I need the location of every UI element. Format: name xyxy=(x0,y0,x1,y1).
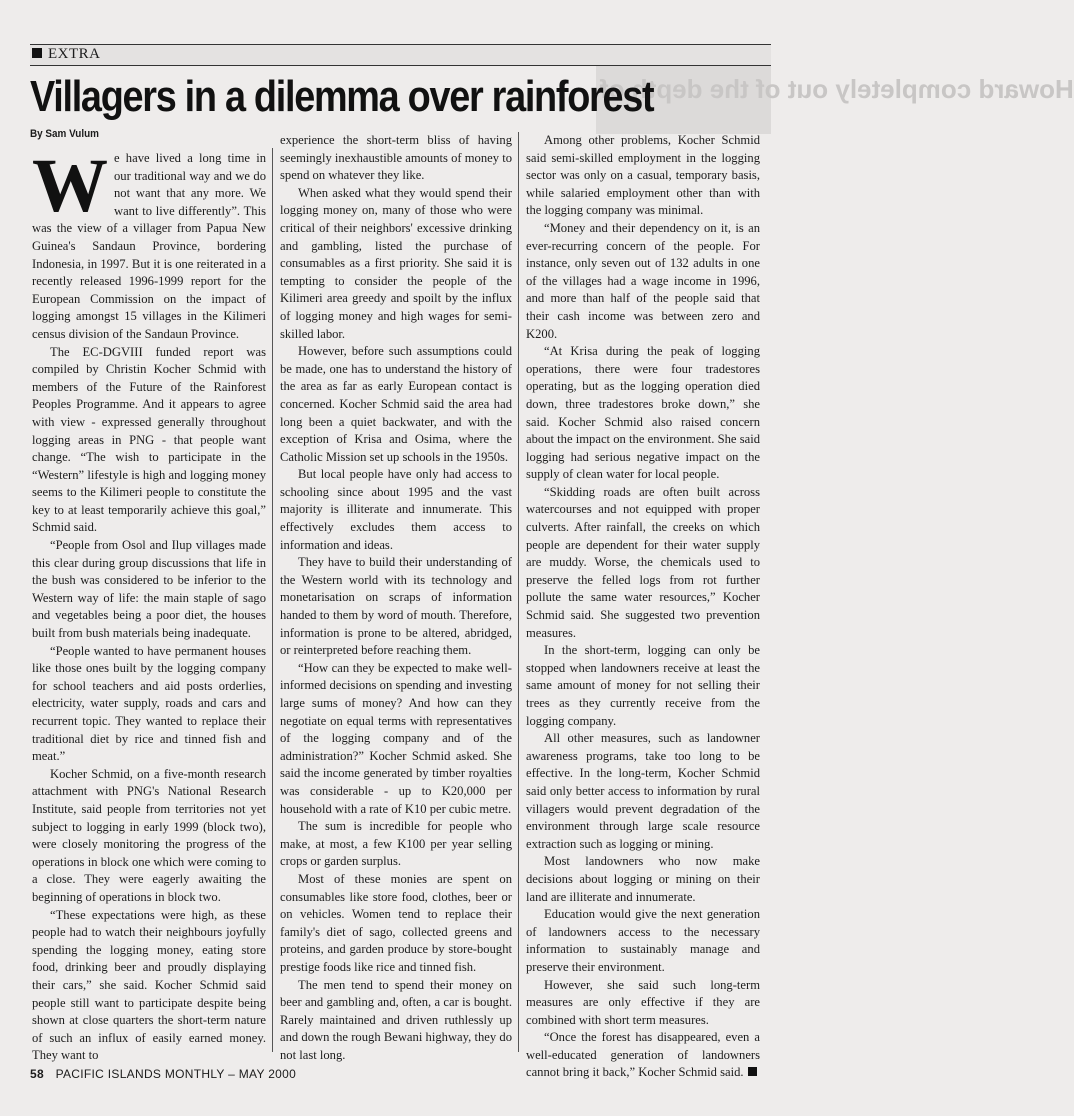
page-footer xyxy=(30,1067,296,1081)
section-bar xyxy=(30,44,771,66)
paragraph: “Money and their dependency on it, is an ever-recurring concern of the people. For instance, only seven out of 132 adults in one of the villages had a wage income in 1996, and more than half of the people said that their cash income was between zero and K200. xyxy=(526,220,760,341)
paragraph: experience the short-term bliss of having seemingly inexhaustible amounts of money to spend on whatever they like. xyxy=(280,133,512,183)
drop-cap: W xyxy=(32,144,108,228)
paragraph: However, she said such long-term measures are only effective if they are combined with short term measures. xyxy=(526,977,760,1027)
byline: By Sam Vulum xyxy=(30,128,99,140)
paragraph: The sum is incredible for people who make, at most, a few K100 per year selling crops or garden surplus. xyxy=(280,819,512,869)
column-rule xyxy=(518,132,519,1052)
paragraph: They have to build their understanding of the Western world with its technology and monetarisation on scraps of information handed to them by word of mouth. Therefore, information is prone to be altered, abridged, or reinterpreted before reaching them. xyxy=(280,555,512,658)
paragraph: In the short-term, logging can only be stopped when landowners receive at least the same amount of money for not selling their trees as they currently receive from the logging company. xyxy=(526,643,760,728)
paragraph: All other measures, such as landowner awareness programs, take too long to be effective. In the long-term, Kocher Schmid said only better access to information by rural villagers would prevent degradation of the environment through large scale resource extraction such as logging or mining. xyxy=(526,731,760,851)
paragraph: Most landowners who now make decisions about logging or mining on their land are illiterate and innumerate. xyxy=(526,854,760,904)
paragraph: “At Krisa during the peak of logging operations, there were four tradestores operating, but as the logging operation died down, three tradestores broke down,” she said. Kocher Schmid also raised concern about the impact on the environment. She said logging had serious negative impact on the supply of clean water for local people. xyxy=(526,344,760,482)
paragraph xyxy=(526,1029,760,1082)
paragraph xyxy=(32,144,266,344)
publication-line: PACIFIC ISLANDS MONTHLY – MAY 2000 xyxy=(55,1067,297,1081)
paragraph: “These expectations were high, as these people had to watch their neighbours joyfully spending the logging money, eating store food, drinking beer and proudly displaying their cars,” she said. Kocher Schmid said people still want to participate despite being shown at close quarters the short-term nature of such an influx of easily earned money. They want to xyxy=(32,907,266,1063)
article-column-3 xyxy=(526,132,760,1080)
paragraph: The men tend to spend their money on beer and gambling and, often, a car is bought. Rarely maintained and driven ruthlessly up and down the rough Bewani highway, they do not last long. xyxy=(280,977,512,1062)
paragraph: “How can they be expected to make well-informed decisions on spending and investing large sums of money? And how can they negotiate on equal terms with representatives of the logging company and of the administration?” Kocher Schmid asked. She said the income generated by timber royalties was considerable - up to K20,000 per household with a rate of K10 per cubic metre. xyxy=(280,660,512,816)
paragraph: “Skidding roads are often built across watercourses and not equipped with proper culverts. After rainfall, the creeks on which people are dependent for their water supply are muddy. Worse, the chemicals used to preserve the felled logs from rot further pollute the same water resources,” Kocher Schmid said. She suggested two prevention measures. xyxy=(526,484,760,640)
paragraph: “People from Osol and Ilup villages made this clear during group discussions that life in the bush was considered to be inferior to the Western way of life: the main staple of sago and vegetables being a poor diet, the houses built from bush materials being inadequate. xyxy=(32,538,266,641)
paragraph-text: e have lived a long time in our traditional way and we do not want that any more. We want to live differently”. This was the view of a villager from Papua New Guinea's Sandaun Province, bordering Indonesia, in 1997. But it is one reiterated in a recently released 1996-1999 report for the European Commission on the impact of logging amongst 15 villages in the Kilimeri census division of the Sandaun Province. xyxy=(32,151,266,341)
paragraph: “People wanted to have permanent houses like those ones built by the logging company for school teachers and aid posts orderlies, electricity, water supply, roads and cars and recurrent topic. They wanted to replace their traditional diet by rice and tinned fish and meat.” xyxy=(32,643,266,764)
paragraph: Education would give the next generation of landowners access to the necessary information to sustainably manage and preserve their environment. xyxy=(526,907,760,974)
paragraph: However, before such assumptions could be made, one has to understand the history of the area as far as early European contact is concerned. Kocher Schmid said the area had long been a quiet backwater, and with the exception of Krisa and Osima, where the Catholic Mission set up schools in the 1950s. xyxy=(280,344,512,464)
paragraph: Most of these monies are spent on consumables like store food, clothes, beer or on vehicles. Women tend to replace their family's diet of sago, collected greens and proteins, and garden produce by store-bought prestige foods like rice and tinned fish. xyxy=(280,871,512,974)
page-number: 58 xyxy=(30,1067,44,1081)
paragraph: The EC-DGVIII funded report was compiled by Christin Kocher Schmid with members of the Future of the Rainforest Peoples Programme. And it appears to agree with view - expressed generally throughout logging areas in PNG - that people want change. “The wish to participate in the “Western” lifestyle is high and logging money seems to the Kilimeri people to constitute the key to at least temporarily achieve this goal,” Schmid said. xyxy=(32,344,266,535)
paragraph: Among other problems, Kocher Schmid said semi-skilled employment in the logging sector was only on a casual, temporary basis, while salaried employment other than with the logging company was minimal. xyxy=(526,133,760,218)
paragraph: But local people have only had access to schooling since about 1995 and the vast majority is illiterate and innumerate. This effectively excludes them access to information and ideas. xyxy=(280,467,512,552)
paragraph: Kocher Schmid, on a five-month research attachment with PNG's National Research Institute, said people from territories not yet subject to logging in early 1999 (block two), were closely monitoring the progress of the operations in block one which were coming to a close. They were eagerly awaiting the beginning of operations in block two. xyxy=(32,766,266,904)
headline: Villagers in a dilemma over rainforest xyxy=(30,72,654,121)
article-column-1 xyxy=(32,144,266,1070)
paragraph-text: “Once the forest has disappeared, even a well-educated generation of landowners cannot bring it back,” Kocher Schmid said. xyxy=(526,1030,760,1080)
paragraph: When asked what they would spend their logging money on, many of those who were critical of their neighbors' excessive drinking and gambling, listed the purchase of consumables as a first priority. She said it is tempting to consider the people of the Kilimeri area greedy and spoilt by the influx of logging money and high wages for semi-skilled labor. xyxy=(280,185,512,341)
column-rule xyxy=(272,148,273,1052)
article-column-2 xyxy=(280,132,512,1062)
bleed-through-text: Howard completely out of the depth of xyxy=(600,74,1074,104)
section-label: EXTRA xyxy=(32,46,101,63)
end-of-article-mark xyxy=(748,1067,757,1076)
